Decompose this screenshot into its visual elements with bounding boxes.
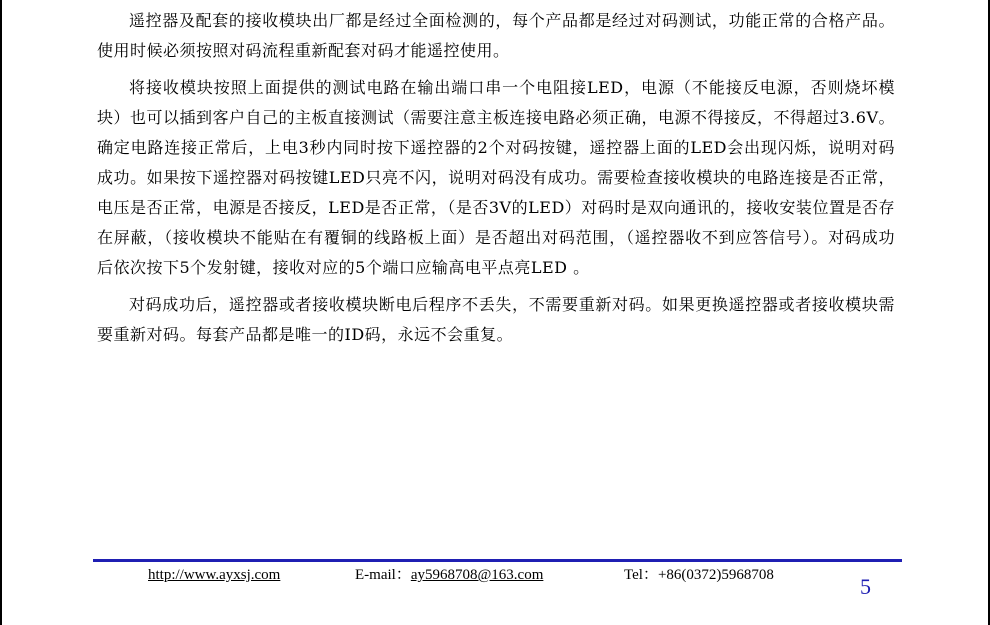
footer-phone: Tel：+86(0372)5968708 xyxy=(624,567,774,583)
email-link[interactable]: ay5968708@163.com xyxy=(410,567,544,583)
document-body xyxy=(97,6,895,350)
footer-email xyxy=(355,564,543,586)
email-label: E-mail： xyxy=(355,567,411,583)
paragraph-pairing-retention: 对码成功后，遥控器或者接收模块断电后程序不丢失，不需要重新对码。如果更换遥控器或者接收模块需要重新对码。每套产品都是唯一的ID码，永远不会重复。 xyxy=(97,295,895,344)
page-edge-left xyxy=(0,0,2,625)
footer-rule xyxy=(93,559,902,562)
page-footer xyxy=(93,564,902,588)
paragraph-pairing-procedure: 将接收模块按照上面提供的测试电路在输出端口串一个电阻接LED，电源（不能接反电源，否则烧坏模块）也可以插到客户自己的主板直接测试（需要注意主板连接电路必须正确，电源不得接反，不得超过3.6V。确定电路连接正常后，上电3秒内同时按下遥控器的2个对码按键，遥控器上面的LED会出现闪烁，说明对码成功。如果按下遥控器对码按键LED只亮不闪，说明对码没有成功。需要检查接收模块的电路连接是否正常，电压是否正常，电源是否接反，LED是否正常，（是否3V的LED）对码时是双向通讯的，接收安装位置是否存在屏蔽，（接收模块不能贴在有覆铜的线路板上面）是否超出对码范围，（遥控器收不到应答信号）。对码成功后依次按下5个发射键，接收对应的5个端口应输高电平点亮LED 。 xyxy=(97,78,896,277)
paragraph-intro: 遥控器及配套的接收模块出厂都是经过全面检测的，每个产品都是经过对码测试，功能正常的合格产品。使用时候必须按照对码流程重新配套对码才能遥控使用。 xyxy=(97,11,895,60)
page-number: 5 xyxy=(860,574,871,599)
website-link[interactable]: http://www.ayxsj.com xyxy=(148,567,281,583)
